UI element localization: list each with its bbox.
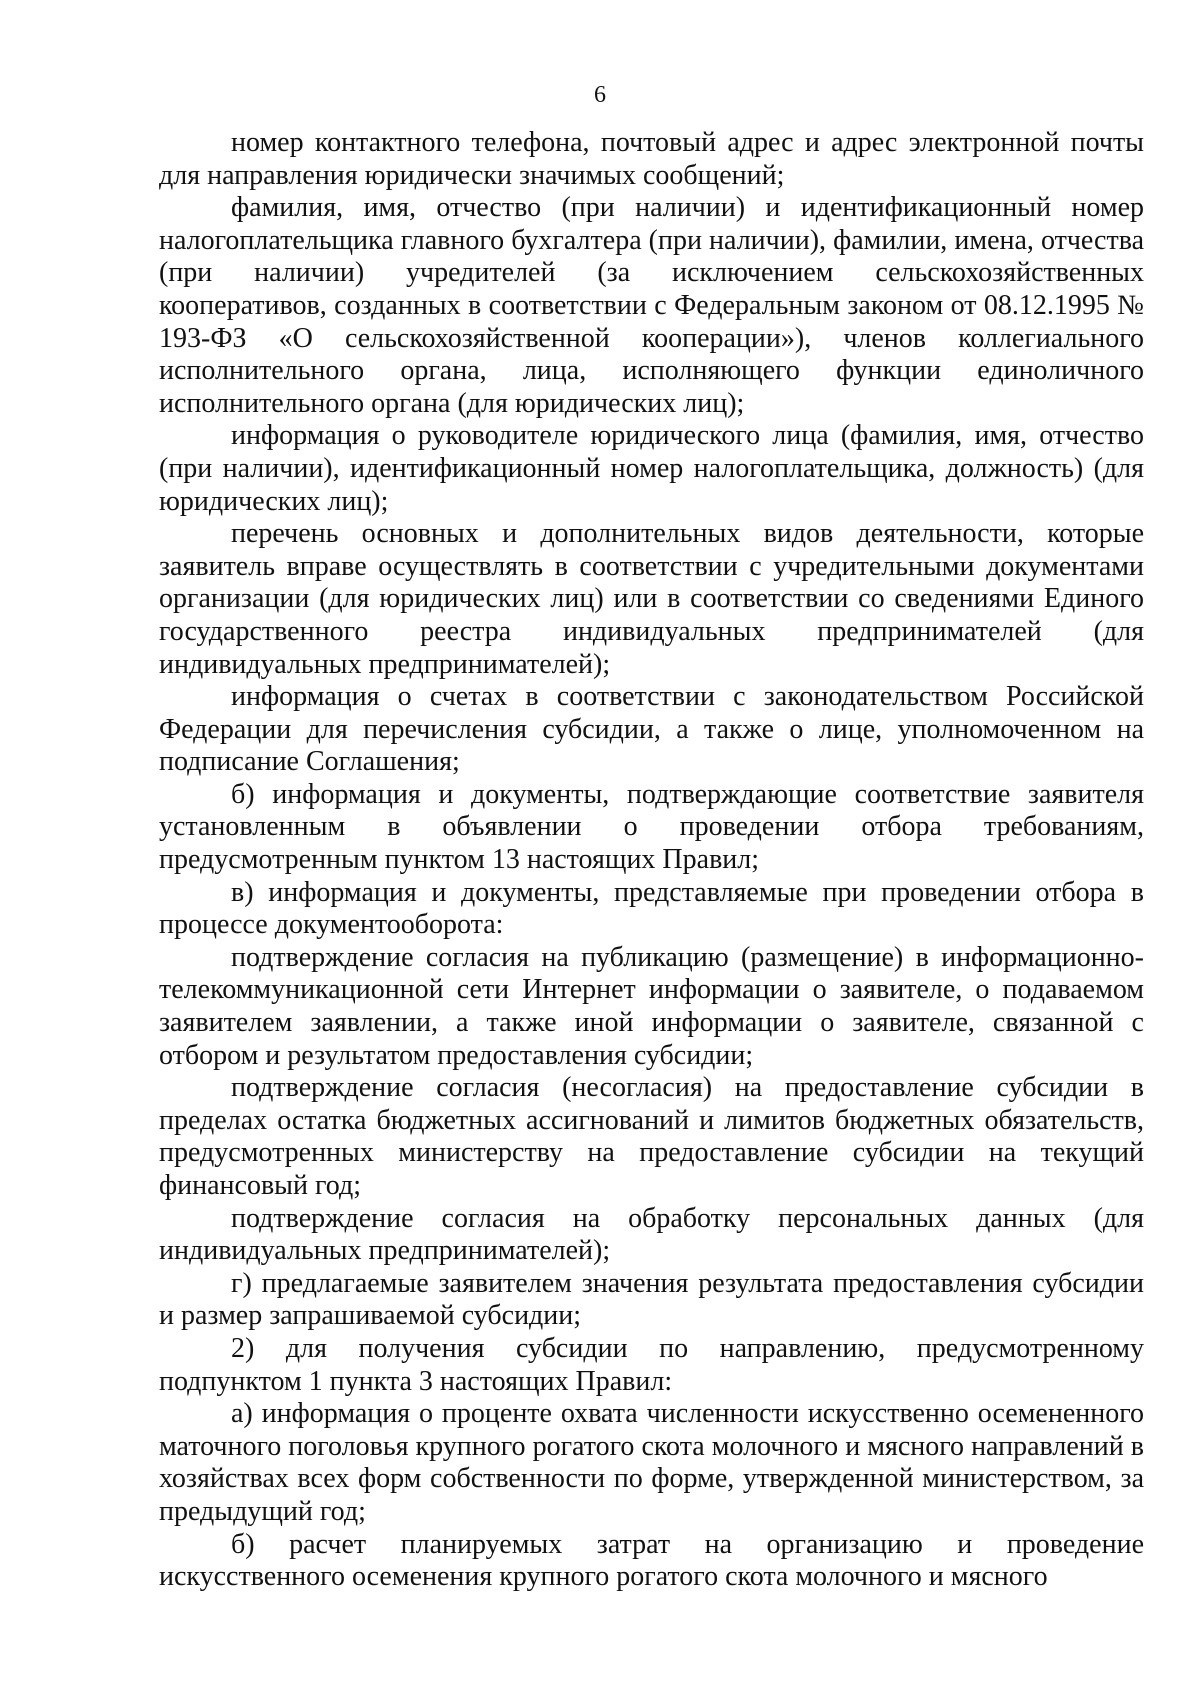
paragraph-item-b-cost-calculation: б) расчет планируемых затрат на организацию и проведение искусственного осеменения крупного рогатого скота молочного и мясного xyxy=(159,1528,1144,1593)
page-number: 6 xyxy=(594,82,606,108)
paragraph-item-a-insemination-percent: а) информация о проценте охвата численности искусственно осемененного маточного поголовья крупного рогатого скота молочного и мясного направлений в хозяйствах всех форм собственности по форме, утвержденной министерством, за предыдущий год; xyxy=(159,1398,1144,1527)
paragraph-item-v-documents: в) информация и документы, представляемые при проведении отбора в процессе документооборота: xyxy=(159,876,1144,941)
paragraph-item-b-requirements: б) информация и документы, подтверждающие соответствие заявителя установленным в объявлении о проведении отбора требованиям, предусмотренным пунктом 13 настоящих Правил; xyxy=(159,778,1144,876)
paragraph-accounts-info: информация о счетах в соответствии с законодательством Российской Федерации для перечисления субсидии, а также о лице, уполномоченном на подписание Соглашения; xyxy=(159,681,1144,778)
paragraph-personal-data-consent: подтверждение согласия на обработку персональных данных (для индивидуальных предпринимателей); xyxy=(159,1202,1144,1267)
paragraph-activities-list: перечень основных и дополнительных видов деятельности, которые заявитель вправе осуществлять в соответствии с учредительными документами организации (для юридических лиц) или в соответствии со сведениями Единого государственного реестра индивидуальных предпринимателей (для индивидуальных предпринимателей); xyxy=(159,518,1144,680)
paragraph-publication-consent: подтверждение согласия на публикацию (размещение) в информационно-телекоммуникационной сети Интернет информации о заявителе, о подаваемом заявителем заявлении, а также иной информации о заявителе, связанной с отбором и результатом предоставления субсидии; xyxy=(159,941,1144,1071)
paragraph-head-info: информация о руководителе юридического лица (фамилия, имя, отчество (при наличии), идентификационный номер налогоплательщика, должность) (для юридических лиц); xyxy=(159,420,1144,517)
paragraph-subsidy-consent: подтверждение согласия (несогласия) на предоставление субсидии в пределах остатка бюджетных ассигнований и лимитов бюджетных обязательств, предусмотренных министерству на предоставление субсидии на текущий финансовый год; xyxy=(159,1072,1144,1201)
document-body xyxy=(159,127,1144,1594)
paragraph-contact-info: номер контактного телефона, почтовый адрес и адрес электронной почты для направления юридически значимых сообщений; xyxy=(159,127,1144,191)
paragraph-item-2-direction: 2) для получения субсидии по направлению, предусмотренному подпунктом 1 пункта 3 настоящих Правил: xyxy=(159,1332,1144,1397)
paragraph-names-founders: фамилия, имя, отчество (при наличии) и идентификационный номер налогоплательщика главного бухгалтера (при наличии), фамилии, имена, отчества (при наличии) учредителей (за исключением сельскохозяйственных кооперативов, созданных в соответствии с Федеральным законом от 08.12.1995 № 193-ФЗ «О сельскохозяйственной кооперации»), членов коллегиального исполнительного органа, лица, исполняющего функции единоличного исполнительного органа (для юридических лиц); xyxy=(159,192,1144,419)
paragraph-item-g-result-values: г) предлагаемые заявителем значения результата предоставления субсидии и размер запрашиваемой субсидии; xyxy=(159,1267,1144,1332)
